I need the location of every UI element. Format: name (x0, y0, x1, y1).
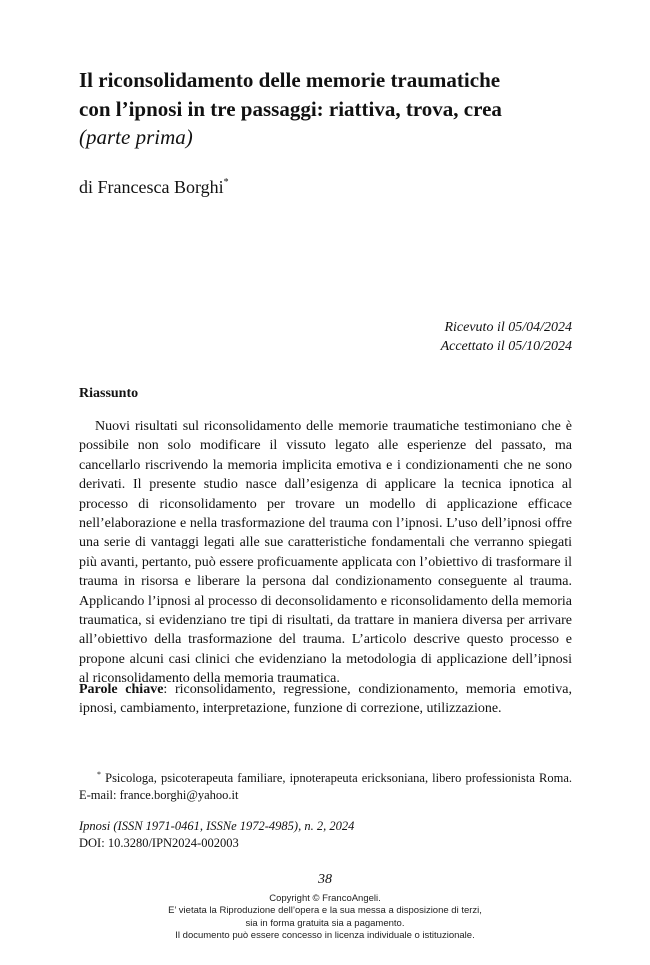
page-number: 38 (318, 872, 332, 887)
journal-citation: Ipnosi (ISSN 1971-0461, ISSNe 1972-4985), n. 2, 2024 (79, 819, 355, 833)
copyright-line-3: sia in forma gratuita sia a pagamento. (245, 917, 405, 929)
footnote-text: Psicologa, psicoterapeuta familiare, ipnoterapeuta ericksoniana, libero professionista Roma. E-mail: france.borghi@yahoo.it (79, 771, 572, 802)
article-title-block (79, 66, 599, 151)
keywords-label: Parole chiave (79, 682, 164, 697)
copyright-line-4: Il documento può essere concesso in licenza individuale o istituzionale. (175, 929, 475, 941)
article-title-line-1: Il riconsolidamento delle memorie traumatiche (79, 68, 501, 92)
author-footnote (79, 766, 572, 804)
received-date: Ricevuto il 05/04/2024 (444, 320, 572, 335)
journal-doi: DOI: 10.3280/IPN2024-002003 (79, 836, 239, 850)
article-title-line-2: con l’ipnosi in tre passaggi: riattiva, trova, crea (79, 97, 502, 121)
journal-info (79, 818, 354, 852)
copyright-notice (0, 893, 650, 942)
submission-dates (441, 318, 572, 356)
author-line (79, 177, 229, 198)
author-name: di Francesca Borghi (79, 177, 224, 197)
keywords (79, 680, 572, 719)
footnote-marker: * (97, 770, 101, 779)
accepted-date: Accettato il 05/10/2024 (440, 339, 572, 354)
abstract-heading: Riassunto (79, 386, 139, 401)
keywords-text: : riconsolidamento, regressione, condizionamento, memoria emotiva, ipnosi, cambiamento, interpretazione, funzione di correzione, utilizzazione. (79, 682, 572, 717)
author-footnote-marker: * (223, 177, 229, 188)
article-subtitle: (parte prima) (79, 125, 193, 149)
abstract-text: Nuovi risultati sul riconsolidamento delle memorie traumatiche testimoniano che è possibile non solo modificare il vissuto legato alle esperienze del passato, ma cancellarlo riscrivendo la memoria implicita emotiva e i condizionamenti che ne sono derivati. Il presente studio nasce dall’esigenza di applicare la tecnica ipnotica al processo di riconsolidamento per trovare un modello di applicazione efficace nell’elaborazione e nella trasformazione del trauma con l’ipnosi. L’uso dell’ipnosi offre una serie di vantaggi legati alle sue caratteristiche fondamentali che verranno spiegati più avanti, pertanto, può essere proficuamente applicata con l’obiettivo di trasformare il trauma in risorsa e liberare la persona dal condizionamento conseguente al trauma. Applicando l’ipnosi al processo di deconsolidamento e riconsolidamento della memoria traumatica, si evidenziano tre tipi di risultati, da trattare in maniera diversa per arrivare all’obiettivo della trasformazione del trauma. L’articolo descrive questo processo e propone alcuni casi clinici che evidenziano la metodologia di applicazione dell’ipnosi al riconsolidamento della memoria traumatica. (79, 419, 572, 687)
copyright-line-1: Copyright © FrancoAngeli. (269, 893, 381, 904)
copyright-line-2: E’ vietata la Riproduzione dell’opera e la sua messa a disposizione di terzi, (168, 905, 482, 917)
